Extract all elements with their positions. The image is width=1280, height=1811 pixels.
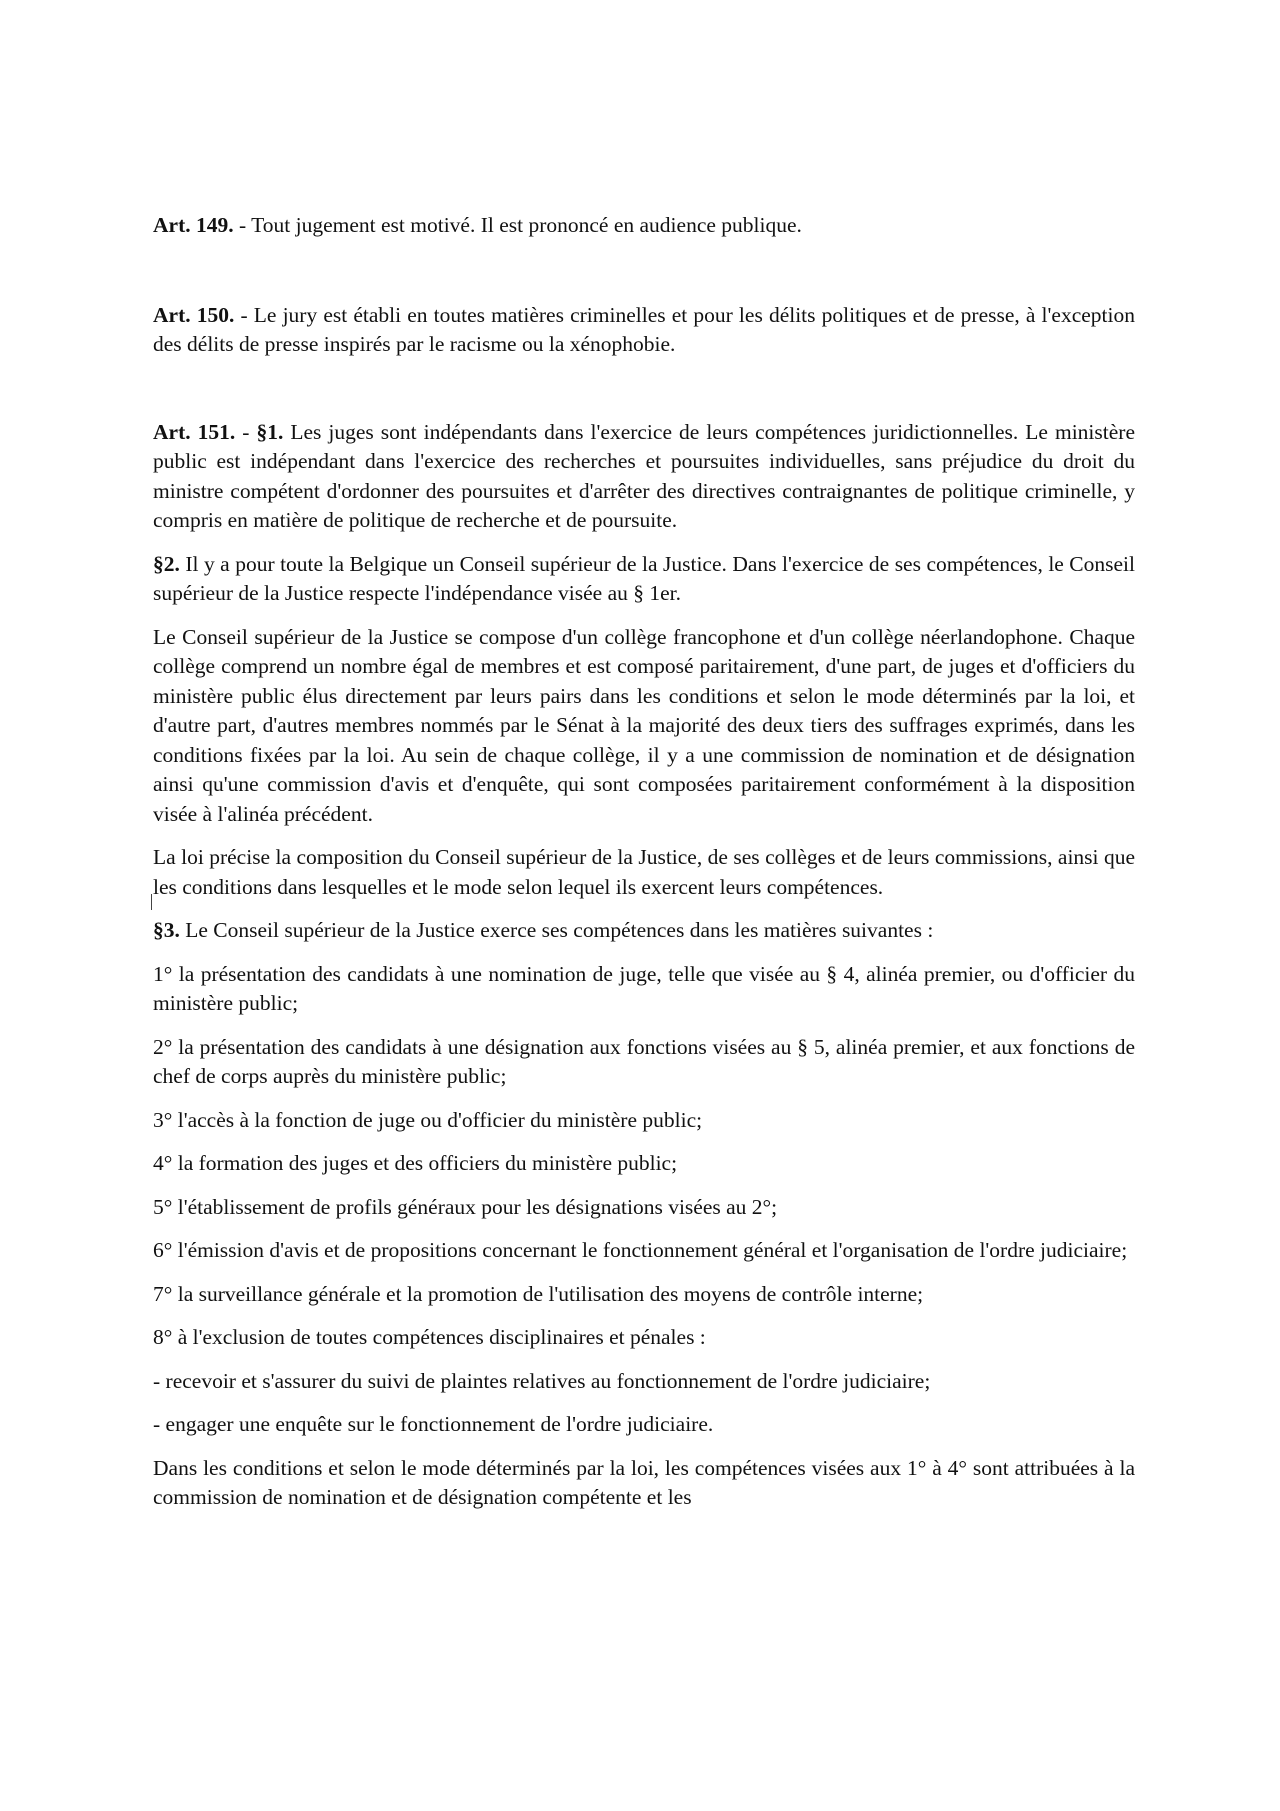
article-150-text: - Le jury est établi en toutes matières criminelles et pour les délits politiques et de presse, à l'exception des délits de presse inspirés par le racisme ou la xénophobie.	[153, 302, 1135, 356]
list-item-3: 3° l'accès à la fonction de juge ou d'officier du ministère public;	[153, 1107, 703, 1132]
list-item-6: 6° l'émission d'avis et de propositions concernant le fonctionnement général et l'organisation de l'ordre judiciaire;	[153, 1238, 1128, 1262]
article-150-label: Art. 150.	[153, 302, 235, 327]
final-paragraph: Dans les conditions et selon le mode déterminés par la loi, les compétences visées aux 1° à 4° sont attribuées à la commission de nomination et de désignation compétente et les	[153, 1455, 1135, 1509]
section-2-alinea-2: Le Conseil supérieur de la Justice se compose d'un collège francophone et d'un collège néerlandophone. Chaque collège comprend un nombre égal de membres et est composé paritairement, d'une part, de juges et d'officiers du ministère public élus directement par leurs pairs dans les conditions et selon le mode déterminés par la loi, et d'autre part, d'autres membres nommés par le Sénat à la majorité des deux tiers des suffrages exprimés, dans les conditions fixées par la loi. Au sein de chaque collège, il y a une commission de nomination et de désignation ainsi qu'une commission d'avis et d'enquête, qui sont composées paritairement conformément à la disposition visée à l'alinéa précédent.	[153, 624, 1135, 826]
section-1-text: Les juges sont indépendants dans l'exercice de leurs compétences juridictionnelles. Le ministère public est indépendant dans l'exercice des recherches et poursuites individuelles, sans préjudice du droit du ministre compétent d'ordonner des poursuites et d'arrêter des directives contraignantes de politique criminelle, y compris en matière de politique de recherche et de poursuite.	[153, 419, 1135, 532]
document-page	[153, 211, 1135, 1513]
list-subitem-1: - recevoir et s'assurer du suivi de plaintes relatives au fonctionnement de l'ordre judiciaire;	[153, 1368, 931, 1393]
article-151-paragraph-1	[153, 418, 1135, 536]
list-item-5: 5° l'établissement de profils généraux pour les désignations visées au 2°;	[153, 1194, 778, 1219]
section-3-label: §3.	[153, 918, 180, 942]
list-item-4: 4° la formation des juges et des officiers du ministère public;	[153, 1151, 678, 1175]
section-1-label: §1.	[256, 419, 284, 444]
list-item-7: 7° la surveillance générale et la promotion de l'utilisation des moyens de contrôle interne;	[153, 1281, 924, 1306]
list-item-8: 8° à l'exclusion de toutes compétences disciplinaires et pénales :	[153, 1325, 706, 1349]
section-2-label: §2.	[153, 551, 180, 576]
article-151-label: Art. 151.	[153, 419, 236, 444]
list-item-1: 1° la présentation des candidats à une nomination de juge, telle que visée au § 4, alinéa premier, ou d'officier du ministère public;	[153, 961, 1135, 1015]
list-subitem-2: - engager une enquête sur le fonctionnement de l'ordre judiciaire.	[153, 1412, 714, 1436]
article-151-paragraph-2	[153, 550, 1135, 609]
article-150	[153, 301, 1135, 360]
article-149-text: - Tout jugement est motivé. Il est prononcé en audience publique.	[233, 213, 802, 237]
article-149	[153, 211, 1135, 241]
list-item-2: 2° la présentation des candidats à une désignation aux fonctions visées au § 5, alinéa premier, et aux fonctions de chef de corps auprès du ministère public;	[153, 1034, 1135, 1088]
text-cursor-mark	[151, 894, 152, 910]
section-2-alinea-3: La loi précise la composition du Conseil supérieur de la Justice, de ses collèges et de leurs commissions, ainsi que les conditions dans lesquelles et le mode selon lequel ils exercent leurs compétences.	[153, 845, 1135, 899]
article-151-paragraph-3	[153, 916, 1135, 946]
article-149-label: Art. 149.	[153, 213, 234, 237]
section-3-text: Le Conseil supérieur de la Justice exerce ses compétences dans les matières suivantes :	[179, 918, 934, 942]
section-2-text: Il y a pour toute la Belgique un Conseil supérieur de la Justice. Dans l'exercice de ses compétences, le Conseil supérieur de la Justice respecte l'indépendance visée au § 1er.	[153, 551, 1135, 605]
article-151-separator: -	[235, 419, 257, 444]
